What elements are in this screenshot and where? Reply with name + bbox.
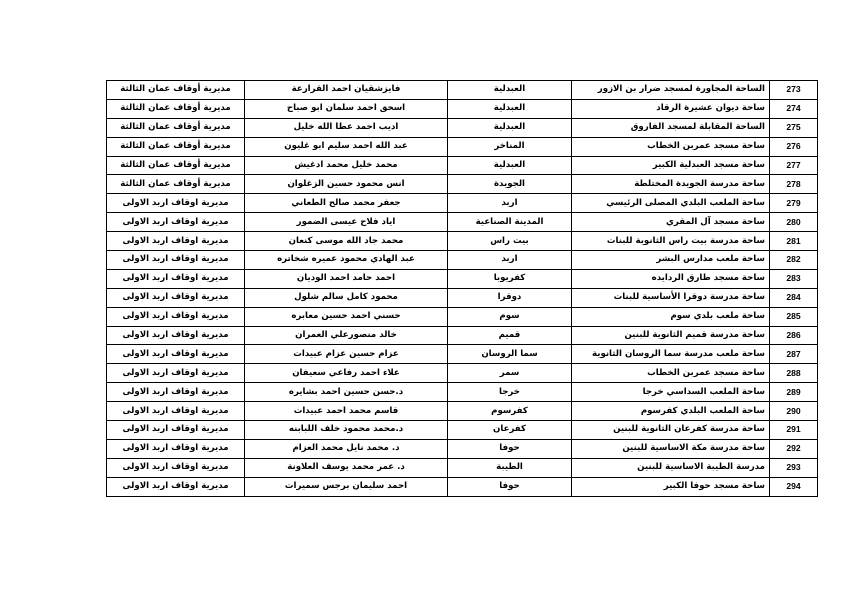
site-name-cell: ساحة مسجد حوفا الكبير	[572, 477, 770, 496]
directorate-cell: مديرية أوقاف عمان الثالثة	[107, 156, 245, 175]
table-row	[107, 439, 818, 458]
table-row	[107, 345, 818, 364]
responsible-name-cell: عزام حسين عزام عبيدات	[245, 345, 448, 364]
directorate-cell: مديرية اوقاف اربد الاولى	[107, 213, 245, 232]
table-row	[107, 288, 818, 307]
directorate-cell: مديرية اوقاف اربد الاولى	[107, 288, 245, 307]
directorate-cell: مديرية اوقاف اربد الاولى	[107, 458, 245, 477]
row-number-cell: 279	[770, 194, 818, 213]
responsible-name-cell: قاسم محمد احمد عبيدات	[245, 402, 448, 421]
directorate-cell: مديرية أوقاف عمان الثالثة	[107, 81, 245, 100]
responsible-name-cell: د.حسن حسين احمد بشايره	[245, 383, 448, 402]
area-cell: حوفا	[448, 477, 572, 496]
site-name-cell: ساحة مسجد عمربن الخطاب	[572, 364, 770, 383]
row-number-cell: 276	[770, 137, 818, 156]
row-number-cell: 277	[770, 156, 818, 175]
directorate-cell: مديرية اوقاف اربد الاولى	[107, 307, 245, 326]
site-name-cell: ساحة ديوان عشيرة الرقاد	[572, 99, 770, 118]
site-name-cell: ساحة مدرسة بيت راس الثانوية للبنات	[572, 232, 770, 251]
row-number-cell: 281	[770, 232, 818, 251]
site-name-cell: ساحة مسجد عمربن الخطاب	[572, 137, 770, 156]
area-cell: كفرعان	[448, 421, 572, 440]
area-cell: الجويدة	[448, 175, 572, 194]
row-number-cell: 292	[770, 439, 818, 458]
table-row	[107, 477, 818, 496]
directorate-cell: مديرية اوقاف اربد الاولى	[107, 383, 245, 402]
area-cell: العبدلية	[448, 156, 572, 175]
area-cell: سوم	[448, 307, 572, 326]
responsible-name-cell: حسني احمد حسين معابره	[245, 307, 448, 326]
responsible-name-cell: احمد سليمان برجس سميرات	[245, 477, 448, 496]
directorate-cell: مديرية اوقاف اربد الاولى	[107, 194, 245, 213]
row-number-cell: 284	[770, 288, 818, 307]
row-number-cell: 273	[770, 81, 818, 100]
area-cell: الطيبة	[448, 458, 572, 477]
area-cell: دوقرا	[448, 288, 572, 307]
responsible-name-cell: محمد جاد الله موسى كنعان	[245, 232, 448, 251]
row-number-cell: 278	[770, 175, 818, 194]
directorate-cell: مديرية اوقاف اربد الاولى	[107, 439, 245, 458]
table-row	[107, 232, 818, 251]
row-number-cell: 283	[770, 269, 818, 288]
area-cell: بيت راس	[448, 232, 572, 251]
area-cell: اربد	[448, 194, 572, 213]
responsible-name-cell: اسحق احمد سلمان ابو صباح	[245, 99, 448, 118]
directorate-cell: مديرية أوقاف عمان الثالثة	[107, 137, 245, 156]
directorate-cell: مديرية اوقاف اربد الاولى	[107, 345, 245, 364]
site-name-cell: ساحة مدرسة قميم الثانوية للبنين	[572, 326, 770, 345]
row-number-cell: 280	[770, 213, 818, 232]
site-name-cell: ساحة مدرسة مكة الاساسية للبنين	[572, 439, 770, 458]
responsible-name-cell: عبد الله احمد سليم ابو غليون	[245, 137, 448, 156]
responsible-name-cell: د. محمد نايل محمد العزام	[245, 439, 448, 458]
directorate-cell: مديرية اوقاف اربد الاولى	[107, 402, 245, 421]
site-name-cell: ساحة ملعب بلدي سوم	[572, 307, 770, 326]
responsible-name-cell: محمد خليل محمد ادغيش	[245, 156, 448, 175]
row-number-cell: 291	[770, 421, 818, 440]
table-row	[107, 402, 818, 421]
area-cell: العبدلية	[448, 81, 572, 100]
row-number-cell: 293	[770, 458, 818, 477]
row-number-cell: 288	[770, 364, 818, 383]
row-number-cell: 275	[770, 118, 818, 137]
table-row	[107, 458, 818, 477]
directorate-cell: مديرية اوقاف اربد الاولى	[107, 477, 245, 496]
table-row	[107, 99, 818, 118]
row-number-cell: 294	[770, 477, 818, 496]
table-row	[107, 269, 818, 288]
responsible-name-cell: احمد حامد احمد الوديان	[245, 269, 448, 288]
area-cell: العبدلية	[448, 118, 572, 137]
table-row	[107, 383, 818, 402]
row-number-cell: 286	[770, 326, 818, 345]
area-cell: كفرسوم	[448, 402, 572, 421]
area-cell: حوفا	[448, 439, 572, 458]
row-number-cell: 289	[770, 383, 818, 402]
area-cell: المدينة الصناعية	[448, 213, 572, 232]
table-row	[107, 137, 818, 156]
table-row	[107, 364, 818, 383]
site-name-cell: مدرسة الطيبة الاساسية للبنين	[572, 458, 770, 477]
data-table	[106, 80, 818, 497]
area-cell: العبدلية	[448, 99, 572, 118]
directorate-cell: مديرية أوقاف عمان الثالثة	[107, 118, 245, 137]
site-name-cell: ساحة مسجد العبدلية الكبير	[572, 156, 770, 175]
table-row	[107, 175, 818, 194]
area-cell: كفريوبا	[448, 269, 572, 288]
directorate-cell: مديرية اوقاف اربد الاولى	[107, 251, 245, 270]
responsible-name-cell: خالد منصورعلي العمران	[245, 326, 448, 345]
table-row	[107, 194, 818, 213]
responsible-name-cell: محمود كامل سالم شلول	[245, 288, 448, 307]
site-name-cell: ساحة مدرسة الجويدة المختلطة	[572, 175, 770, 194]
row-number-cell: 274	[770, 99, 818, 118]
site-name-cell: ساحة مدرسة دوقرا الأساسية للبنات	[572, 288, 770, 307]
row-number-cell: 282	[770, 251, 818, 270]
area-cell: سما الروسان	[448, 345, 572, 364]
area-cell: اربد	[448, 251, 572, 270]
row-number-cell: 287	[770, 345, 818, 364]
responsible-name-cell: عبد الهادي محمود عميره شخاتره	[245, 251, 448, 270]
site-name-cell: ساحة الملعب البلدي كفرسوم	[572, 402, 770, 421]
responsible-name-cell: اياد فلاح عيسى الضمور	[245, 213, 448, 232]
responsible-name-cell: د.محمد محمود خلف اللبابنه	[245, 421, 448, 440]
site-name-cell: الساحة المجاورة لمسجد ضرار بن الازور	[572, 81, 770, 100]
directorate-cell: مديرية أوقاف عمان الثالثة	[107, 175, 245, 194]
directorate-cell: مديرية اوقاف اربد الاولى	[107, 364, 245, 383]
site-name-cell: ساحة مسجد آل المقري	[572, 213, 770, 232]
table-row	[107, 421, 818, 440]
responsible-name-cell: جعفر محمد صالح الطعاني	[245, 194, 448, 213]
directorate-cell: مديرية اوقاف اربد الاولى	[107, 269, 245, 288]
responsible-name-cell: انس محمود حسين الزغلوان	[245, 175, 448, 194]
responsible-name-cell: اديب احمد عطا الله خليل	[245, 118, 448, 137]
responsible-name-cell: علاء احمد رفاعي سعيفان	[245, 364, 448, 383]
table-row	[107, 326, 818, 345]
area-cell: المناخر	[448, 137, 572, 156]
site-name-cell: الساحة المقابلة لمسجد الفاروق	[572, 118, 770, 137]
responsible-name-cell: فايزشقيان احمد القرارعة	[245, 81, 448, 100]
responsible-name-cell: د. عمر محمد يوسف العلاونة	[245, 458, 448, 477]
table-row	[107, 213, 818, 232]
table-body	[107, 81, 818, 497]
table-row	[107, 156, 818, 175]
directorate-cell: مديرية اوقاف اربد الاولى	[107, 421, 245, 440]
site-name-cell: ساحة الملعب البلدي المصلى الرئيسي	[572, 194, 770, 213]
table-row	[107, 81, 818, 100]
site-name-cell: ساحة مدرسة كفرعان الثانوية للبنين	[572, 421, 770, 440]
site-name-cell: ساحة الملعب السداسي خرجا	[572, 383, 770, 402]
area-cell: سمر	[448, 364, 572, 383]
directorate-cell: مديرية اوقاف اربد الاولى	[107, 232, 245, 251]
directorate-cell: مديرية أوقاف عمان الثالثة	[107, 99, 245, 118]
site-name-cell: ساحة ملعب مدرسة سما الروسان الثانوية	[572, 345, 770, 364]
table-row	[107, 118, 818, 137]
table-row	[107, 251, 818, 270]
area-cell: قميم	[448, 326, 572, 345]
area-cell: خرجا	[448, 383, 572, 402]
site-name-cell: ساحة ملعب مدارس البشر	[572, 251, 770, 270]
site-name-cell: ساحة مسجد طارق الردايده	[572, 269, 770, 288]
row-number-cell: 290	[770, 402, 818, 421]
table-row	[107, 307, 818, 326]
row-number-cell: 285	[770, 307, 818, 326]
directorate-cell: مديرية اوقاف اربد الاولى	[107, 326, 245, 345]
